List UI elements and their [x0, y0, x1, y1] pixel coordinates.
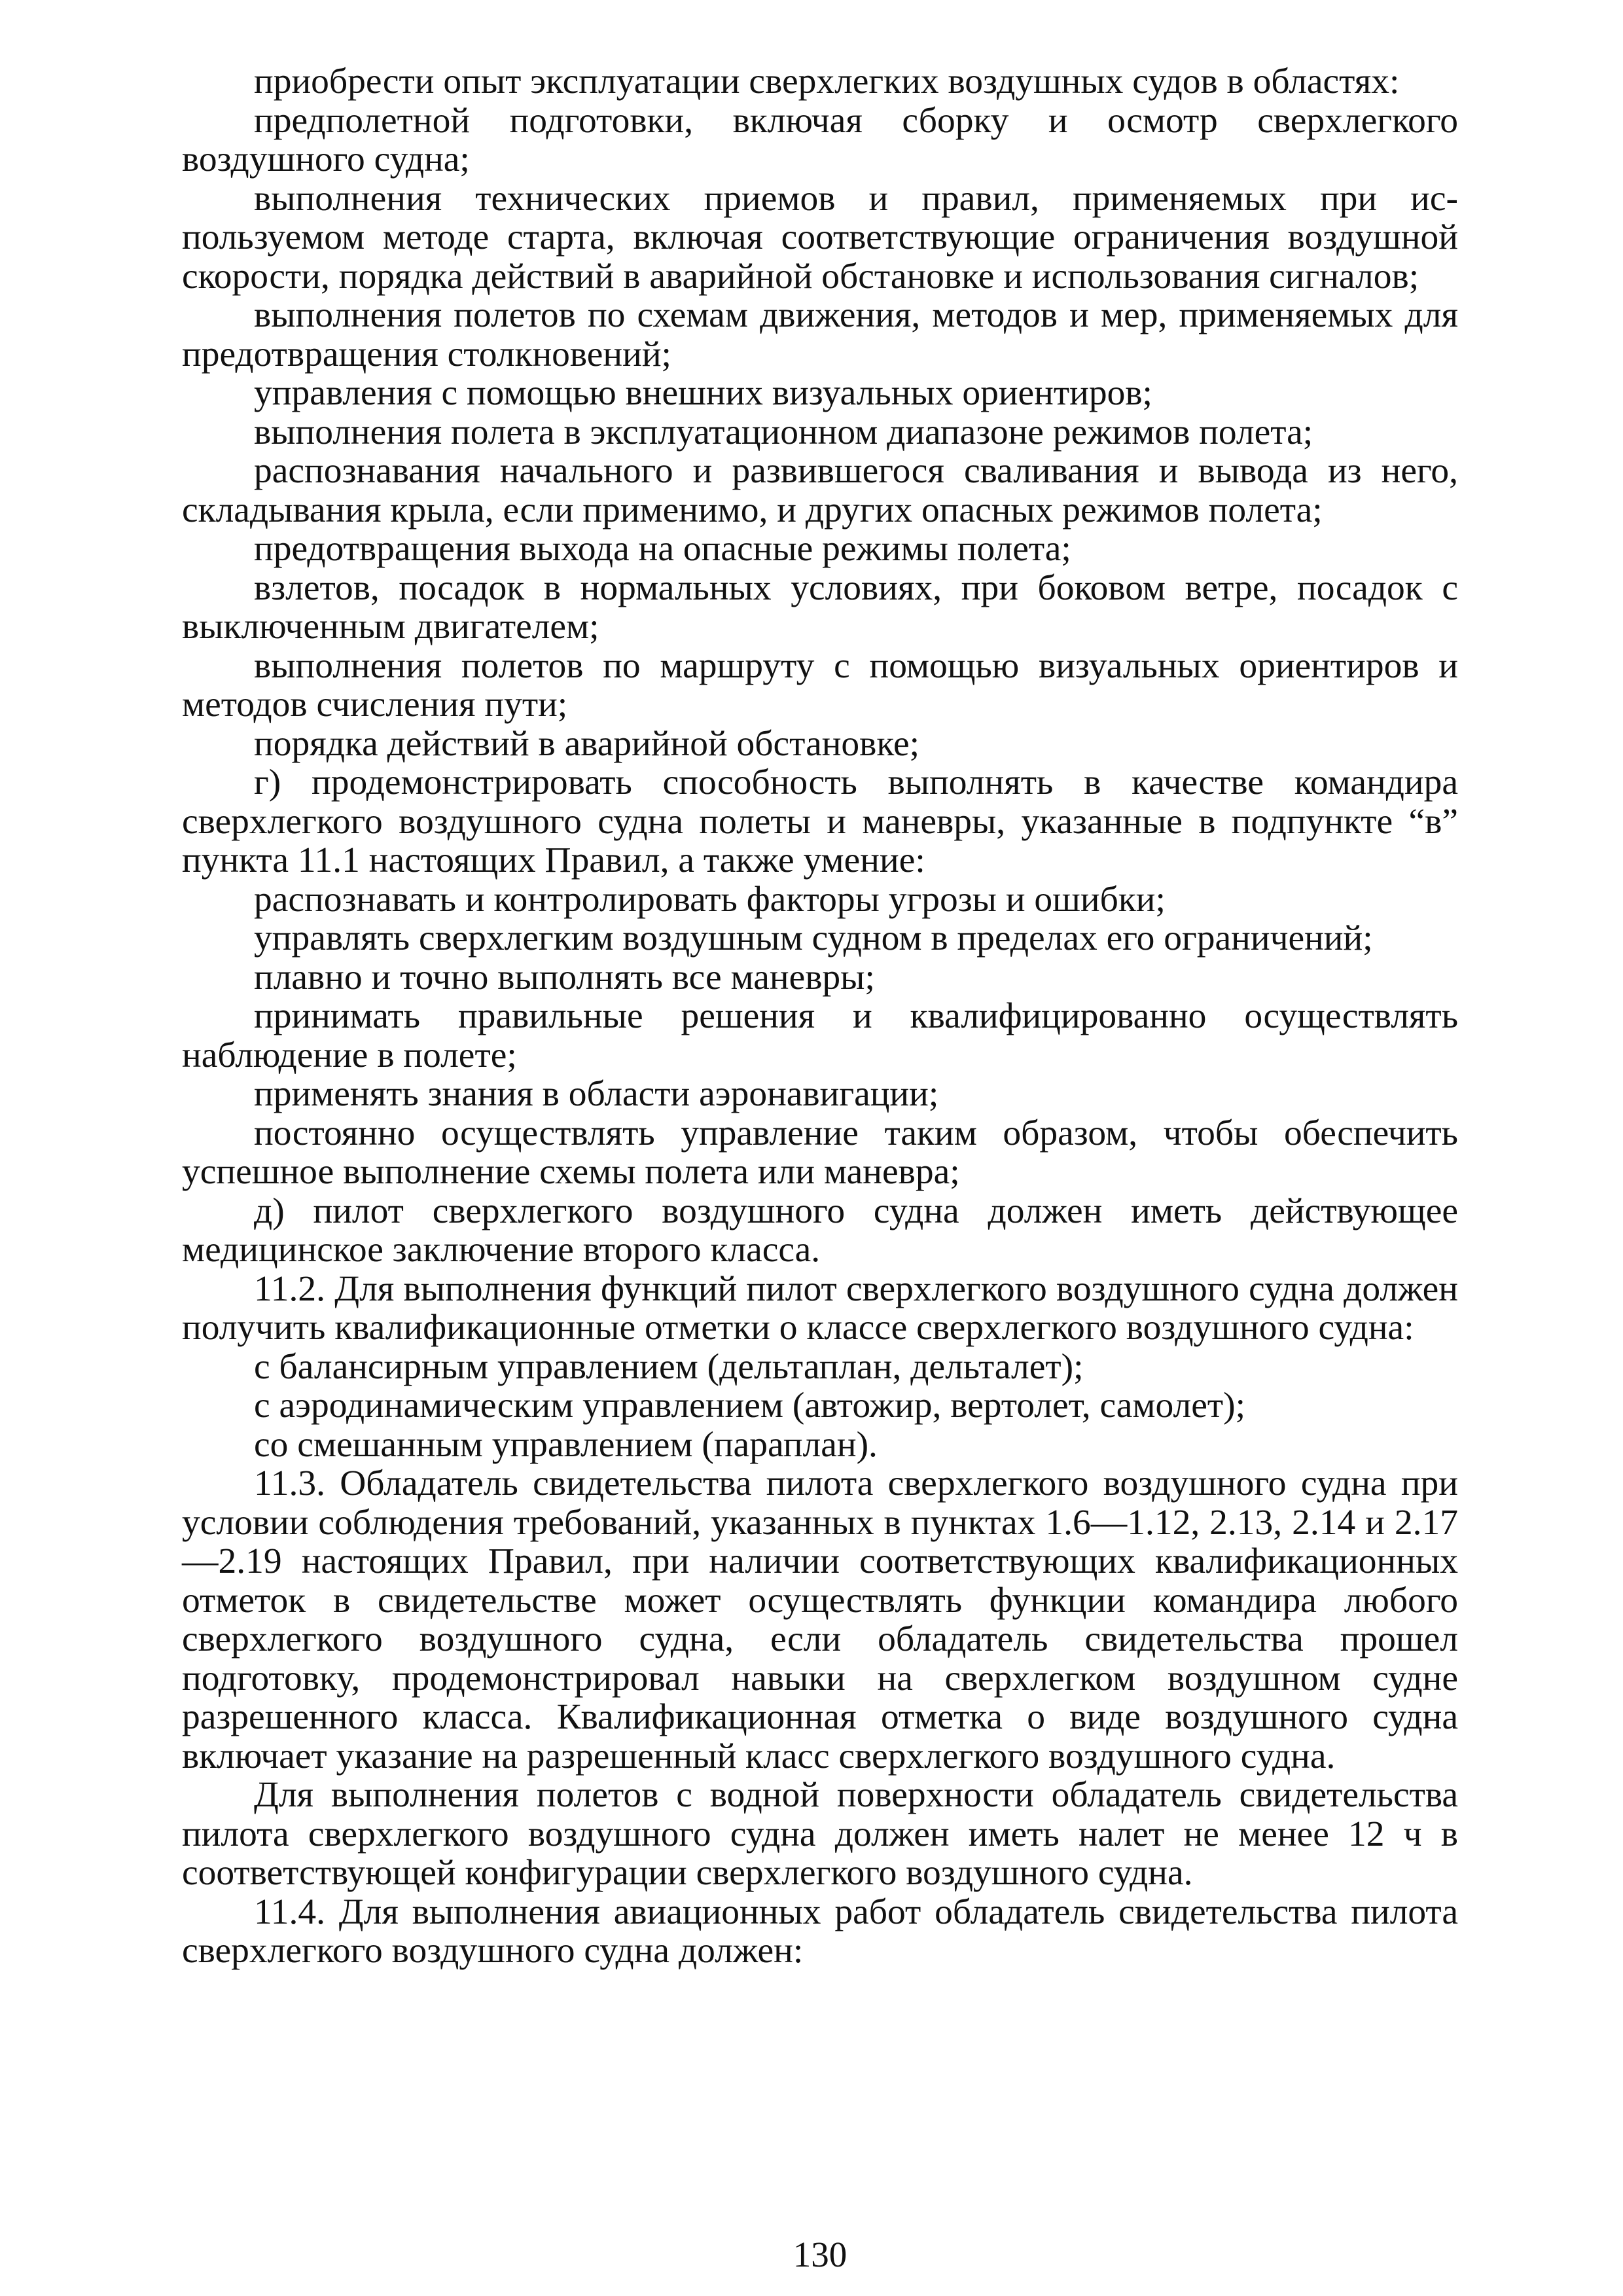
paragraph: со смешанным управлением (параплан).	[254, 1424, 878, 1465]
paragraph: 11.4. Для выполнения авиационных работ обладатель свидетельства пилота сверхлегкого воздушного судна должен:	[182, 1892, 1458, 1971]
paragraph: выполнения полетов по маршруту с помощью визуальных ориентиров и методов счисления пути;	[182, 645, 1458, 725]
paragraph: с балансирным управлением (дельтаплан, дельталет);	[254, 1346, 1084, 1387]
paragraph: плавно и точно выполнять все маневры;	[254, 957, 875, 997]
document-page	[182, 62, 1458, 2274]
paragraph: приобрести опыт эксплуатации сверхлегких воздушных судов в областях:	[254, 62, 1400, 101]
body-text	[182, 62, 1458, 1971]
paragraph: 11.3. Обладатель свидетельства пилота сверхлегкого воздушного судна при условии соблюдения требований, указанных в пунктах 1.6—1.12, 2.13, 2.14 и 2.17—2.19 настоящих Правил, при наличии соответствующих квалификационных отметок в свидетельстве может осуществлять функции командира любого сверхлегкого воздушного судна, если обладатель свидетельства прошел подготовку, продемонстрировал навыки на сверхлегком воздушном судне разрешенного класса. Квалификационная отметка о виде воздушного судна включает указание на разрешенный класс сверхлегкого воздушного судна.	[182, 1463, 1458, 1776]
paragraph: предотвращения выхода на опасные режимы полета;	[254, 529, 1071, 569]
paragraph: порядка действий в аварийной обстановке;	[254, 723, 920, 764]
paragraph: управления с помощью внешних визуальных ориентиров;	[254, 373, 1152, 413]
page-number: 130	[793, 2234, 847, 2274]
paragraph: взлетов, посадок в нормальных условиях, при боковом ветре, посадок с выключенным двигателем;	[182, 567, 1458, 647]
paragraph: 11.2. Для выполнения функций пилот сверхлегкого воздушного судна должен получить квалификационные отметки о классе сверхлегкого воздушного судна:	[182, 1268, 1458, 1348]
paragraph: постоянно осуществлять управление таким образом, чтобы обеспечить успешное выполнение схемы полета или маневра;	[182, 1113, 1458, 1192]
paragraph: выполнения полетов по схемам движения, методов и мер, применяемых для предотвращения столкновений;	[182, 295, 1458, 374]
paragraph: д) пилот сверхлегкого воздушного судна должен иметь действующее медицинское заключение второго класса.	[182, 1191, 1458, 1270]
paragraph: г) продемонстрировать способность выполнять в качестве командира сверхлегкого воздушного судна полеты и маневры, указанные в подпункте “в” пункта 11.1 настоящих Правил, а также умение:	[182, 762, 1458, 880]
paragraph: выполнения полета в эксплуатационном диапазоне режимов полета;	[254, 412, 1313, 452]
paragraph: предполетной подготовки, включая сборку и осмотр сверхлегкого воздушного судна;	[182, 100, 1458, 179]
paragraph: применять знания в области аэронавигации;	[254, 1074, 939, 1114]
paragraph: с аэродинамическим управлением (автожир, вертолет, самолет);	[254, 1386, 1246, 1426]
paragraph: распознавания начального и развившегося сваливания и вывода из него, складывания крыла, если применимо, и других опасных режимов полета;	[182, 451, 1458, 530]
paragraph: управлять сверхлегким воздушным судном в пределах его ограничений;	[254, 918, 1373, 958]
paragraph: Для выполнения полетов с водной поверхности обладатель свидетельства пилота сверхлегкого воздушного судна должен иметь налет не менее 12 ч в соответствующей конфигурации сверхлегкого воздушного судна.	[182, 1775, 1458, 1893]
paragraph: принимать правильные решения и квалифицированно осуществлять наблюдение в полете;	[182, 996, 1458, 1075]
paragraph: выполнения технических приемов и правил, применяемых при используемом методе старта, включая соответствующие ограничения воздушной скорости, порядка действий в аварийной обстановке и использования сигналов;	[182, 178, 1458, 296]
paragraph: распознавать и контролировать факторы угрозы и ошибки;	[254, 879, 1166, 920]
